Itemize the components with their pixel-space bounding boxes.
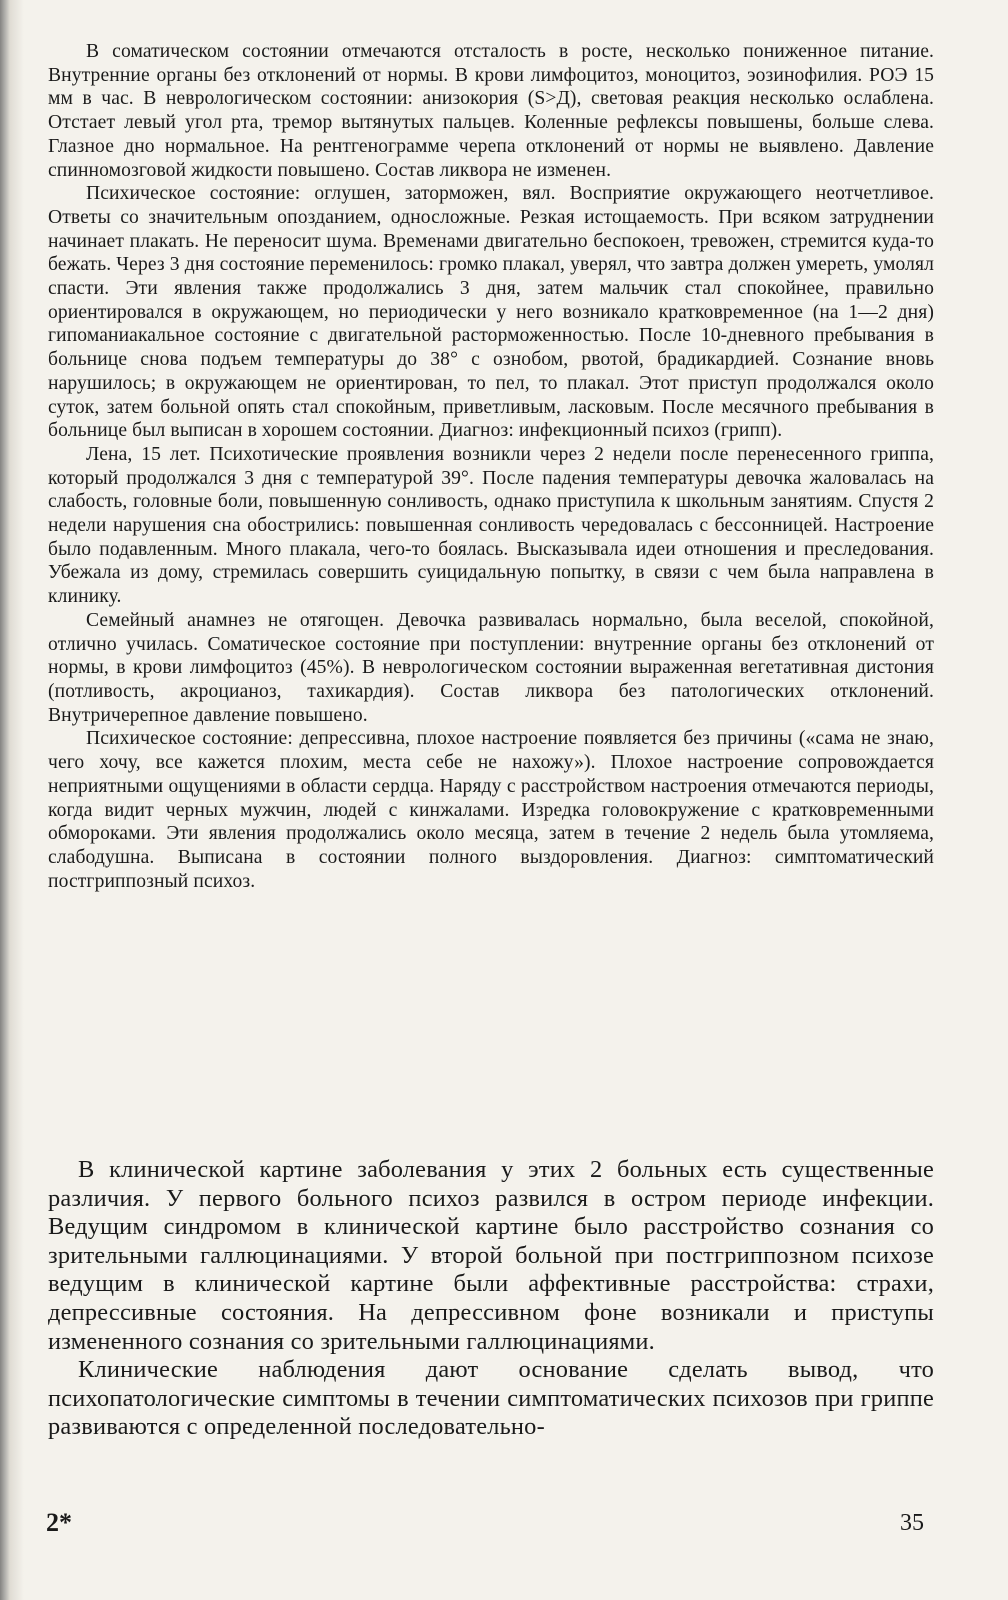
paragraph: Психическое состояние: оглушен, заторможен, вял. Восприятие окружающего неотчетливое. Ответы со значительным опозданием, односложные. Резкая истощаемость. При всяком затруднении начинает плакать. Не переносит шума. Временами двигательно беспокоен, тревожен, стремится куда-то бежать. Через 3 дня состояние переменилось: громко плакал, уверял, что завтра должен умереть, умолял спасти. Эти явления также продолжались 3 дня, затем мальчик стал спокойнее, правильно ориентировался в окружающем, но периодически у него возникало кратковременное (на 1—2 дня) гипоманиакальное состояние с двигательной расторможенностью. После 10-дневного пребывания в больнице снова подъем температуры до 38° с ознобом, рвотой, брадикардией. Сознание вновь нарушилось; в окружающем не ориентирован, то пел, то плакал. Этот приступ продолжался около суток, затем больной опять стал спокойным, приветливым, ласковым. После месячного пребывания в больнице был выписан в хорошем состоянии. Диагноз: инфекционный психоз (грипп).	[48, 183, 934, 442]
page-number: 35	[900, 1510, 924, 1536]
paragraph: Семейный анамнез не отягощен. Девочка развивалась нормально, была веселой, спокойной, отлично училась. Соматическое состояние при поступлении: внутренние органы без отклонений от нормы, в крови лимфоцитоз (45%). В неврологическом состоянии выраженная вегетативная дистония (потливость, акроцианоз, тахикардия). Состав ликвора без патологических отклонений. Внутричерепное давление повышено.	[48, 609, 934, 726]
paragraph: В клинической картине заболевания у этих 2 больных есть существенные различия. У первого больного психоз развился в остром периоде инфекции. Ведущим синдромом в клинической картине было расстройство сознания со зрительными галлюцинациями. У второй больной при постгриппозном психозе ведущим в клинической картине были аффективные расстройства: страхи, депрессивные состояния. На депрессивном фоне возникали и приступы измененного сознания со зрительными галлюцинациями.	[48, 1156, 934, 1355]
paragraph: Лена, 15 лет. Психотические проявления возникли через 2 недели после перенесенного гриппа, который продолжался 3 дня с температурой 39°. После падения температуры девочка жаловалась на слабость, головные боли, повышенную сонливость, однако приступила к школьным занятиям. Спустя 2 недели нарушения сна обострились: повышенная сонливость чередовалась с бессонницей. Настроение было подавленным. Много плакала, чего-то боялась. Высказывала идеи отношения и преследования. Убежала из дому, стремилась совершить суицидальную попытку, в связи с чем была направлена в клинику.	[48, 443, 934, 608]
scan-margin-shadow	[0, 0, 28, 1600]
paragraph: Психическое состояние: депрессивна, плохое настроение появляется без причины («сама не знаю, чего хочу, все кажется плохим, места себе не нахожу»). Плохое настроение сопровождается неприятными ощущениями в области сердца. Наряду с расстройством настроения отмечаются периоды, когда видит черных мужчин, людей с кинжалами. Изредка головокружение с кратковременными обмороками. Эти явления продолжались около месяца, затем в течение 2 недель была утомляема, слабодушна. Выписана в состоянии полного выздоровления. Диагноз: симптоматический постгриппозный психоз.	[48, 728, 934, 892]
main-text-block	[48, 1156, 934, 1442]
paragraph: Клинические наблюдения дают основание сделать вывод, что психопатологические симптомы в течении симптоматических психозов при гриппе развиваются с определенной последовательно-	[48, 1356, 934, 1441]
case-description-block	[48, 40, 934, 893]
paragraph: В соматическом состоянии отмечаются отсталость в росте, несколько пониженное питание. Внутренние органы без отклонений от нормы. В крови лимфоцитоз, моноцитоз, эозинофилия. РОЭ 15 мм в час. В неврологическом состоянии: анизокория (S>Д), световая реакция несколько ослаблена. Отстает левый угол рта, тремор вытянутых пальцев. Коленные рефлексы повышены, больше слева. Глазное дно нормальное. На рентгенограмме черепа отклонений от нормы не выявлено. Давление спинномозговой жидкости повышено. Состав ликвора не изменен.	[48, 41, 934, 181]
signature-mark: 2*	[46, 1508, 72, 1537]
